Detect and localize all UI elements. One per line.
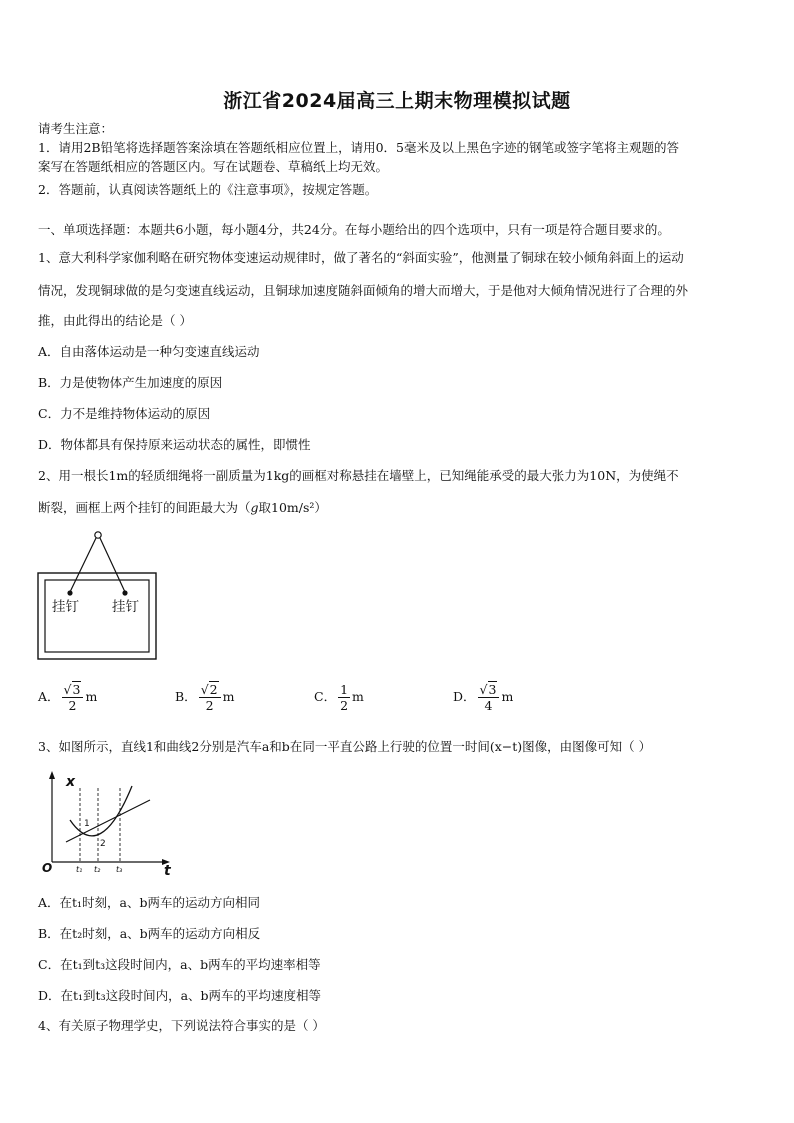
t1-label: t₁ <box>76 865 83 874</box>
notice-heading: 请考生注意： <box>38 121 114 136</box>
q3-stem-line1: 3、如图所示，直线1和曲线2分别是汽车a和b在同一平直公路上行驶的位置一时间(x−t)图像，由图像可知（ ） <box>38 739 652 754</box>
q2-option-b-denominator: 2 <box>205 698 214 713</box>
q4-stem-line1: 4、有关原子物理学史，下列说法符合事实的是（ ） <box>38 1018 325 1033</box>
q3-option-c: C．在t₁到t₃这段时间内，a、b两车的平均速率相等 <box>38 957 321 972</box>
q3-option-a: A．在t₁时刻，a、b两车的运动方向相同 <box>38 895 261 910</box>
q2-option-a-denominator: 2 <box>68 698 77 713</box>
q2-option-a-unit: m <box>85 689 98 704</box>
q2-option-c-label: C． <box>314 689 337 704</box>
curve-2-label: 2 <box>100 839 106 849</box>
frame-outer <box>38 573 156 659</box>
q2-option-c-unit: m <box>352 689 364 704</box>
q2-option-d-fraction: $\frac{√3}{4}$ <box>478 682 500 713</box>
hook <box>95 532 101 538</box>
y-axis-label: x <box>66 774 76 790</box>
curve-2 <box>70 786 132 836</box>
section-heading: 一、单项选择题：本题共6小题，每小题4分，共24分。在每小题给出的四个选项中，只有一项是符合题目要求的。 <box>38 222 670 237</box>
rope-right <box>100 538 125 592</box>
picture-frame-diagram <box>36 530 160 662</box>
q2-option-d-label: D． <box>453 689 476 704</box>
q2-option-d-radicand: 3 <box>488 682 497 697</box>
notice-item-2: 2．答题前，认真阅读答题纸上的《注意事项》，按规定答题。 <box>38 182 378 197</box>
nail-left-label: 挂钉 <box>52 599 79 615</box>
q2-option-b-radicand: 2 <box>209 682 218 697</box>
q1-option-d: D．物体都具有保持原来运动状态的属性，即惯性 <box>38 437 311 452</box>
q2-g-symbol: g <box>250 500 259 515</box>
q2-option-d-denominator: 4 <box>484 698 493 713</box>
q2-option-a <box>38 682 97 713</box>
q2-option-d-unit: m <box>501 689 514 704</box>
q1-option-b: B．力是使物体产生加速度的原因 <box>38 375 223 390</box>
q1-stem-line3: 推，由此得出的结论是（ ） <box>38 313 192 328</box>
q2-option-a-fraction: $\frac{√3}{2}$ <box>62 682 84 713</box>
page-title: 浙江省2024届高三上期末物理模拟试题 <box>223 90 571 112</box>
line-1 <box>66 800 150 842</box>
x-axis-label: t <box>164 863 171 878</box>
q2-option-b-unit: m <box>222 689 235 704</box>
notice-item-1b: 案写在答题纸相应的答题区内。写在试题卷、草稿纸上均无效。 <box>38 159 389 174</box>
position-time-graph <box>40 766 180 878</box>
frame-inner <box>45 580 149 652</box>
rope-left <box>70 538 96 592</box>
q2-option-c-numerator: 1 <box>340 682 349 697</box>
q2-stem-text-b: 取10m/s²） <box>258 500 327 515</box>
nail-right <box>122 590 127 595</box>
q2-stem-line2 <box>38 500 327 516</box>
q1-option-c: C．力不是维持物体运动的原因 <box>38 406 211 421</box>
t2-label: t₂ <box>94 865 101 874</box>
notice-item-1a: 1．请用2B铅笔将选择题答案涂填在答题纸相应位置上，请用0．5毫米及以上黑色字迹的钢笔或签字笔将主观题的答 <box>38 140 679 155</box>
q3-option-b: B．在t₂时刻，a、b两车的运动方向相反 <box>38 926 261 941</box>
nail-right-label: 挂钉 <box>112 599 139 615</box>
q1-stem-line1: 1、意大利科学家伽利略在研究物体变速运动规律时，做了著名的“斜面实验”，他测量了铜球在较小倾角斜面上的运动 <box>38 250 684 265</box>
q2-option-c-denominator: 2 <box>340 698 349 713</box>
origin-label: O <box>42 861 53 875</box>
t3-label: t₃ <box>116 865 123 874</box>
q2-option-a-label: A． <box>38 689 60 704</box>
q2-stem-line1: 2、用一根长1m的轻质细绳将一副质量为1kg的画框对称悬挂在墙壁上，已知绳能承受的最大张力为10N，为使绳不 <box>38 468 679 483</box>
nail-left <box>67 590 72 595</box>
y-axis-arrow <box>49 771 55 779</box>
q2-option-b-label: B． <box>175 689 197 704</box>
q3-option-d: D．在t₁到t₃这段时间内，a、b两车的平均速度相等 <box>38 988 322 1003</box>
q2-stem-text-a: 断裂，画框上两个挂钉的间距最大为（ <box>38 500 251 515</box>
q2-option-a-radicand: 3 <box>72 682 81 697</box>
line-1-label: 1 <box>84 819 90 829</box>
q2-option-c <box>314 682 364 713</box>
q2-option-c-fraction <box>338 682 350 713</box>
q2-option-b-fraction: $\frac{√2}{2}$ <box>199 682 221 713</box>
q1-stem-line2: 情况，发现铜球做的是匀变速直线运动，且铜球加速度随斜面倾角的增大而增大，于是他对大倾角情况进行了合理的外 <box>38 283 689 298</box>
q2-option-b <box>175 682 234 713</box>
q1-option-a: A．自由落体运动是一种匀变速直线运动 <box>38 344 260 359</box>
q2-option-d <box>453 682 513 713</box>
